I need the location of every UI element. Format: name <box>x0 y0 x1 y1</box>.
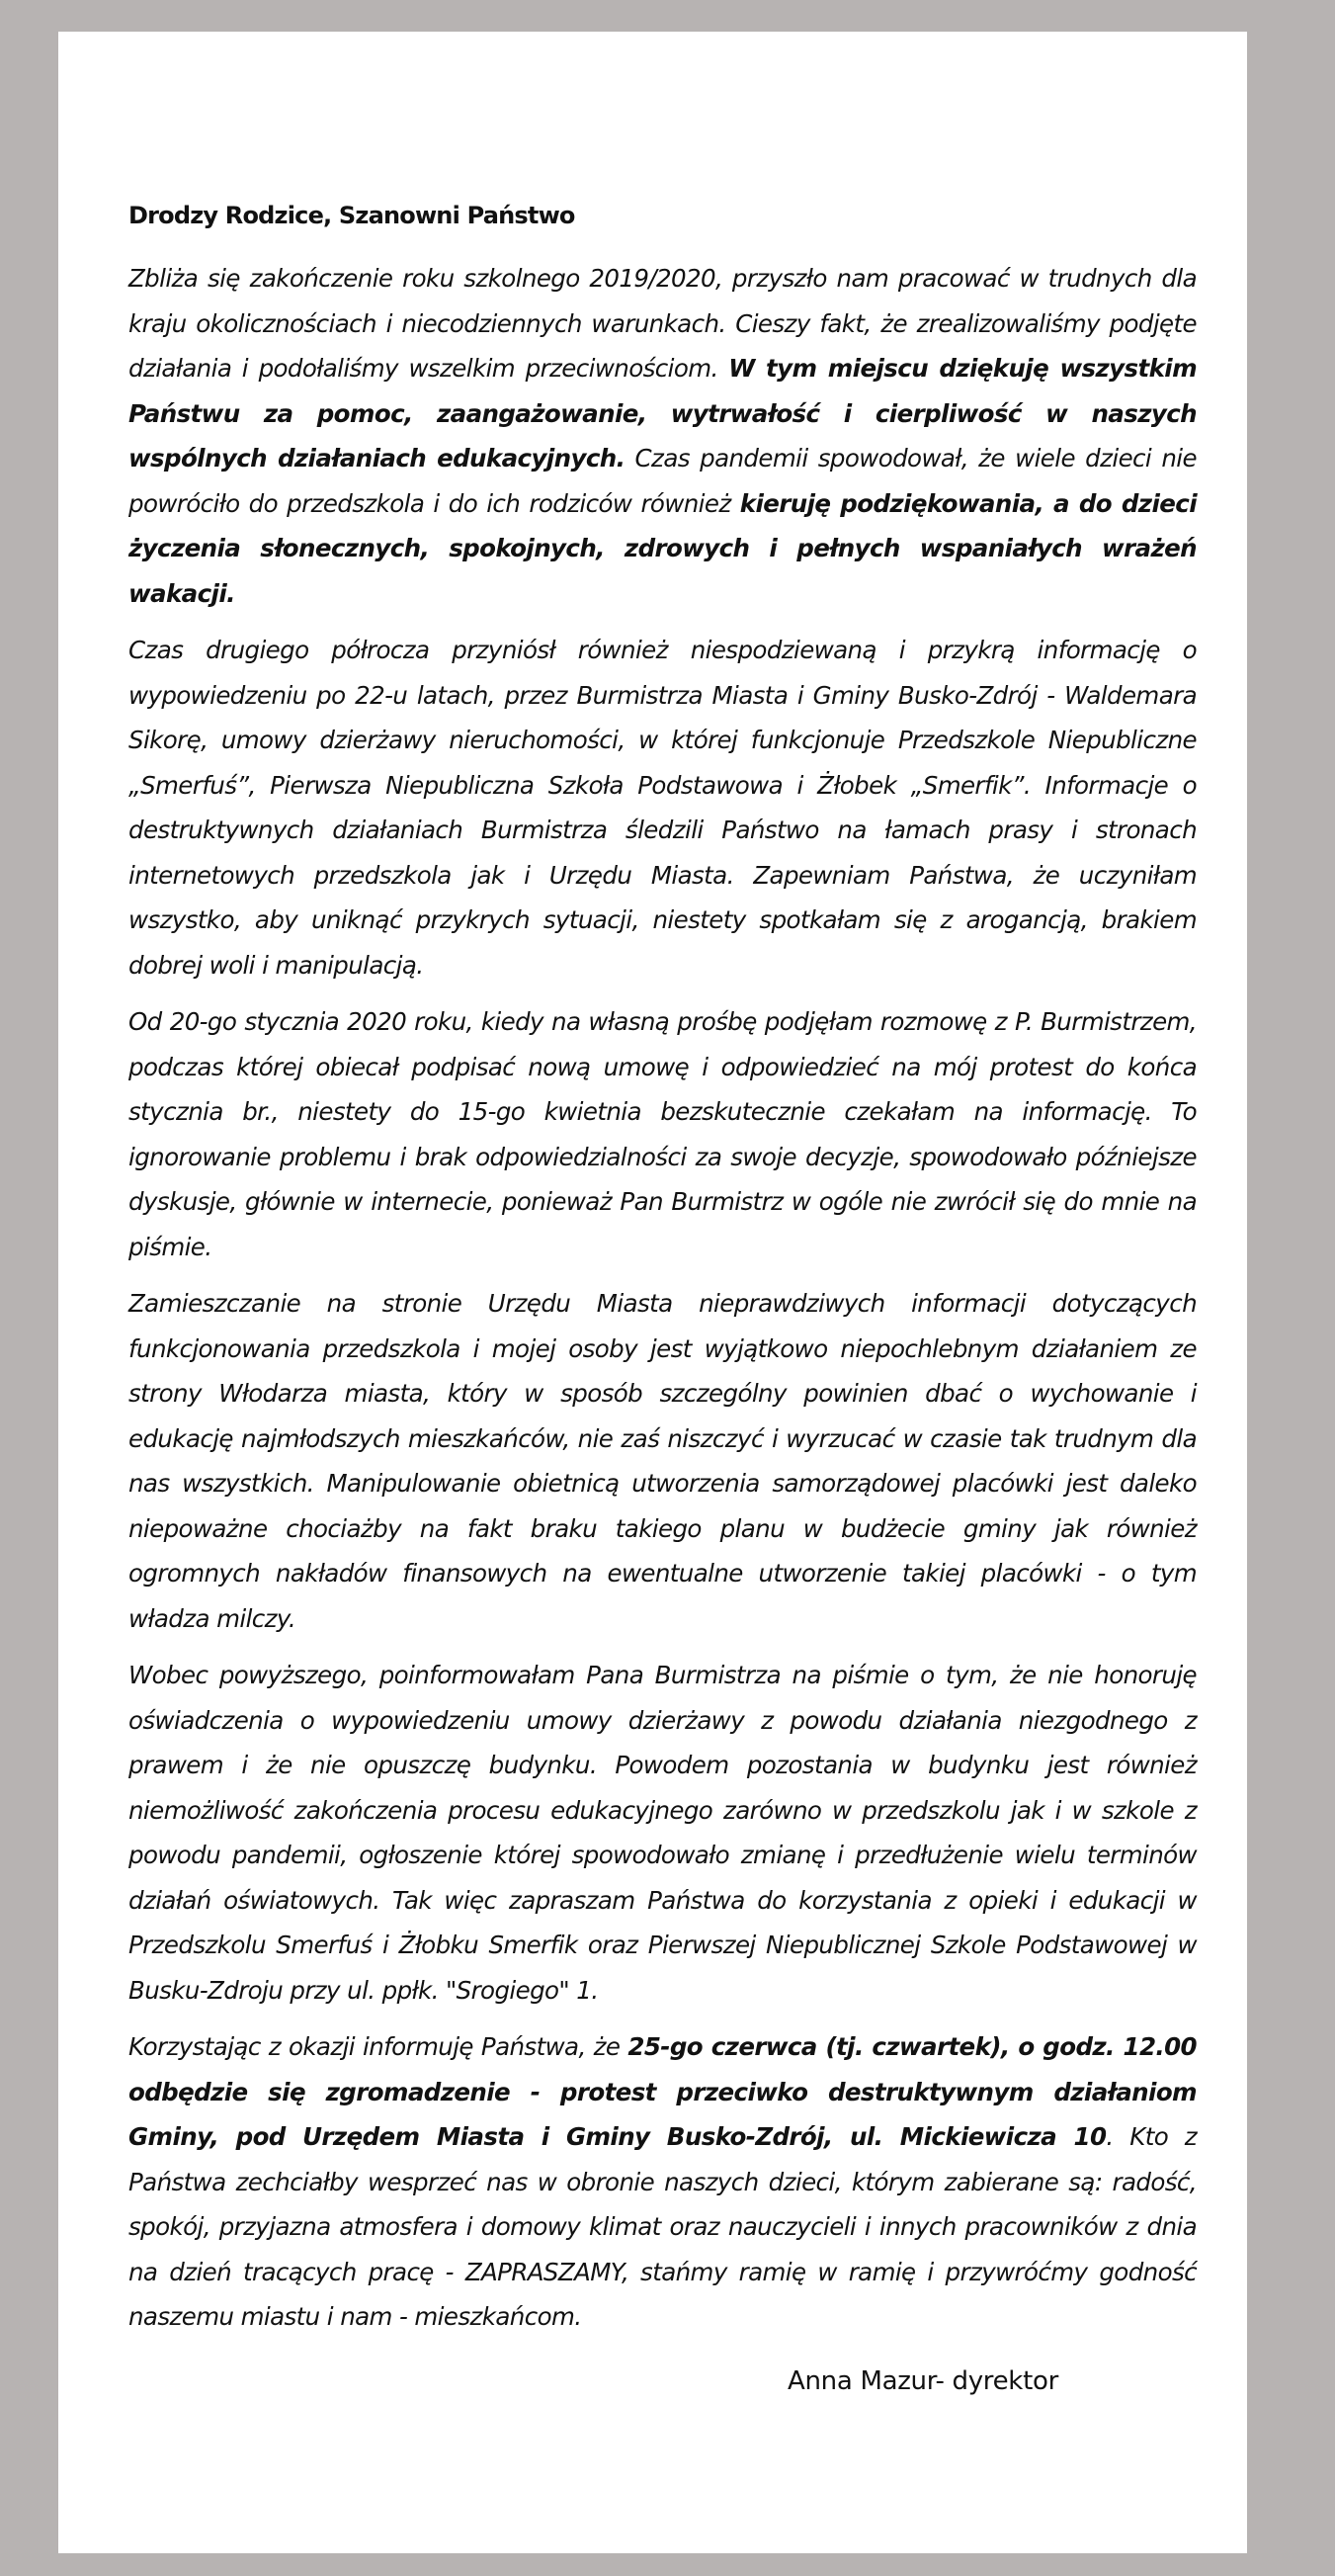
paragraph-4 <box>128 1281 1197 1641</box>
text-run: Zamieszczanie na stronie Urzędu Miasta nieprawdziwych informacji dotyczących funkcjonowania przedszkola i mojej osoby jest wyjątkowo niepochlebnym działaniem ze strony Włodarza miasta, który w sposób szczególny powinien dbać o wychowanie i edukację najmłodszych mieszkańców, nie zaś niszczyć i wyrzucać w czasie tak trudnym dla nas wszystkich. Manipulowanie obietnicą utworzenia samorządowej placówki jest daleko niepoważne chociażby na fakt braku takiego planu w budżecie gminy jak również ogromnych nakładów finansowych na ewentualne utworzenie takiej placówki - o tym władza milczy. <box>128 1289 1197 1633</box>
text-run: Zbliża się zakończenie roku szkolnego 2019/2020, przyszło nam pracować w trudnych dla kraju okolicznościach i niecodziennych warunkach. Cieszy fakt, że zrealizowaliśmy podjęte działania i podołaliśmy wszelkim przeciwnościom. <box>128 264 1197 383</box>
letter-body <box>128 193 1197 2352</box>
text-run: Wobec powyższego, poinformowałam Pana Burmistrza na piśmie o tym, że nie honoruję oświadczenia o wypowiedzeniu umowy dzierżawy z powodu działania niezgodnego z prawem i że nie opuszczę budynku. Powodem pozostania w budynku jest również niemożliwość zakończenia procesu edukacyjnego zarówno w przedszkolu jak i w szkole z powodu pandemii, ogłoszenie której spowodowało zmianę i przedłużenie wielu terminów działań oświatowych. Tak więc zapraszam Państwa do korzystania z opieki i edukacji w Przedszkolu Smerfuś i Żłobku Smerfik oraz Pierwszej Niepublicznej Szkole Podstawowej w Busku-Zdroju przy ul. ppłk. "Srogiego" 1. <box>128 1661 1197 2005</box>
letter-page <box>58 32 1247 2553</box>
paragraph-3 <box>128 999 1197 1269</box>
bold-text-run: kieruję podziękowania, a do dzieci życzenia słonecznych, spokojnych, zdrowych i pełnych wspaniałych wrażeń wakacji. <box>128 488 1197 608</box>
letter-greeting: Drodzy Rodzice, Szanowni Państwo <box>128 202 575 229</box>
text-run: Od 20-go stycznia 2020 roku, kiedy na własną prośbę podjęłam rozmowę z P. Burmistrzem, podczas której obiecał podpisać nową umowę i odpowiedzieć na mój protest do końca stycznia br., niestety do 15-go kwietnia bezskutecznie czekałam na informację. To ignorowanie problemu i brak odpowiedzialności za swoje decyzje, spowodowało późniejsze dyskusje, głównie w internecie, ponieważ Pan Burmistrz w ogóle nie zwrócił się do mnie na piśmie. <box>128 1007 1197 1261</box>
text-run: Czas drugiego półrocza przyniósł również niespodziewaną i przykrą informację o wypowiedzeniu po 22-u latach, przez Burmistrza Miasta i Gminy Busko-Zdrój - Waldemara Sikorę, umowy dzierżawy nieruchomości, w której funkcjonuje Przedszkole Niepubliczne „Smerfuś”, Pierwsza Niepubliczna Szkoła Podstawowa i Żłobek „Smerfik”. Informacje o destruktywnych działaniach Burmistrza śledzili Państwo na łamach prasy i stronach internetowych przedszkola jak i Urzędu Miasta. Zapewniam Państwa, że uczyniłam wszystko, aby uniknąć przykrych sytuacji, niestety spotkałam się z arogancją, brakiem dobrej woli i manipulacją. <box>128 636 1197 980</box>
text-run: Czas pandemii spowodował, że wiele dzieci nie powróciło do przedszkola i do ich rodziców również <box>128 444 1197 518</box>
paragraph-5 <box>128 1653 1197 2013</box>
paragraph-6 <box>128 2024 1197 2340</box>
bold-text-run: W tym miejscu dziękuję wszystkim Państwu za pomoc, zaangażowanie, wytrwałość i cierpliwość w naszych wspólnych działaniach edukacyjnych. <box>128 354 1198 472</box>
bold-text-run: 25-go czerwca (tj. czwartek), o godz. 12.00 odbędzie się zgromadzenie - protest przeciwko destruktywnym działaniom Gminy, pod Urzędem Miasta i Gminy Busko-Zdrój, ul. Mickiewicza 10 <box>128 2032 1197 2151</box>
text-run: Korzystając z okazji informuję Państwa, że <box>128 2032 628 2061</box>
text-run: . Kto z Państwa zechciałby wesprzeć nas w obronie naszych dzieci, którym zabierane są: radość, spokój, przyjazna atmosfera i domowy klimat oraz nauczycieli i innych pracowników z dnia na dzień tracących pracę - ZAPRASZAMY, stańmy ramię w ramię i przywróćmy godność naszemu miastu i nam - mieszkańcom. <box>128 2122 1197 2331</box>
paragraph-2 <box>128 628 1197 987</box>
paragraph-1 <box>128 256 1197 616</box>
signature: Anna Mazur- dyrektor <box>788 2366 1058 2396</box>
